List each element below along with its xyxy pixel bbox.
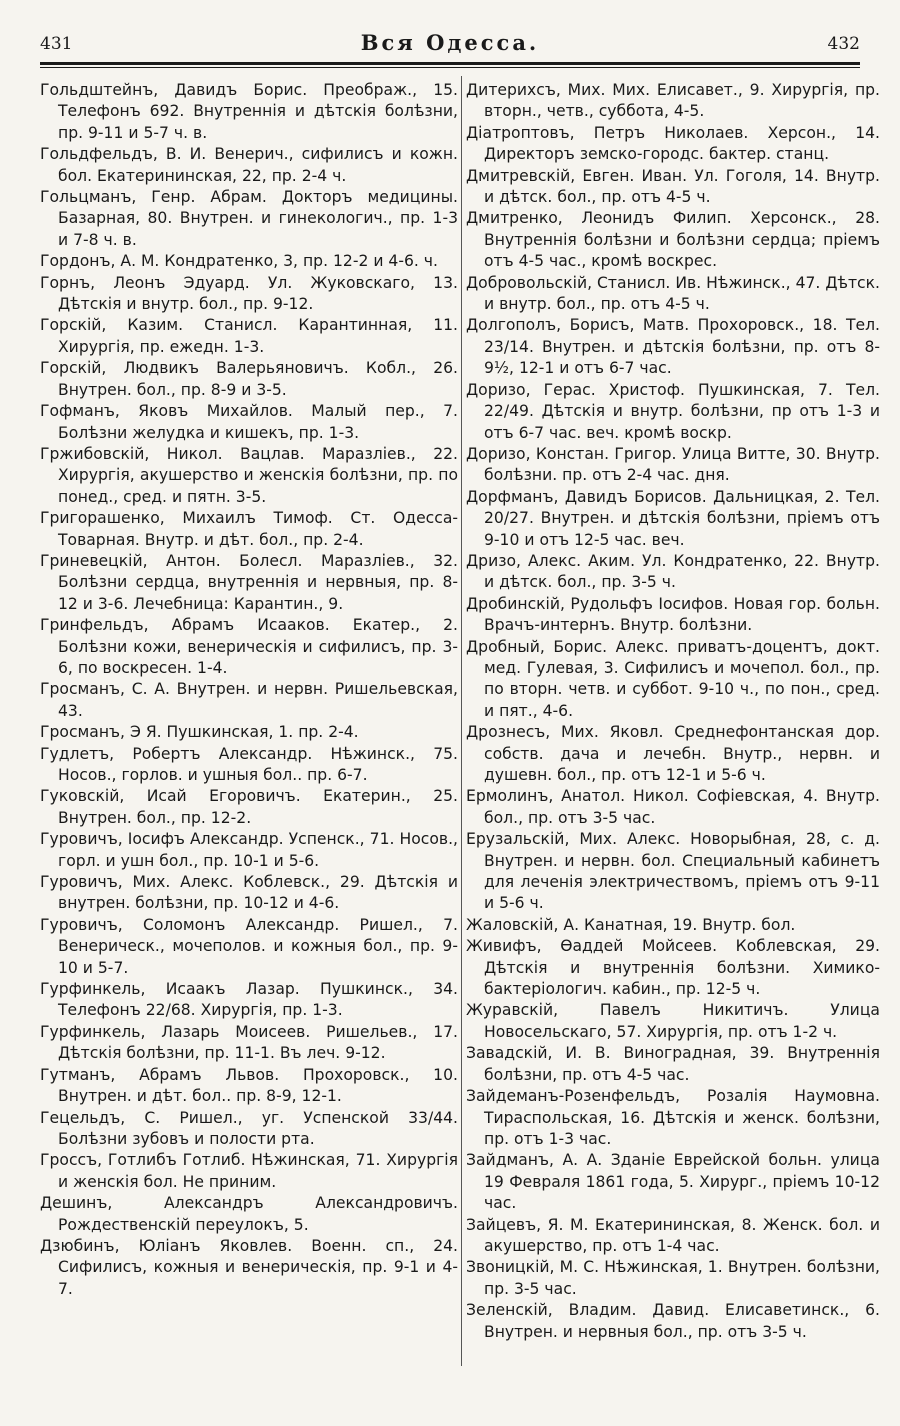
directory-entry: Гольдфельдъ, В. И. Венерич., сифилисъ и кожн. бол. Екатерининская, 22, пр. 2-4 ч. [40,145,458,185]
directory-entry: Гольдштейнъ, Давидъ Борис. Преображ., 15. Телефонъ 692. Внутреннія и дѣтскія болѣзни, пр. 9-11 и 5-7 ч. в. [40,81,458,142]
directory-entry: Дзюбинъ, Юліанъ Яковлев. Военн. сп., 24. Сифилисъ, кожныя и венерическія, пр. 9-1 и 4-7. [40,1236,458,1298]
directory-entry: Гуровичъ, Мих. Алекс. Коблевск., 29. Дѣтскія и внутрен. болѣзни, пр. 10-12 и 4-6. [40,873,458,913]
directory-entry: Гржибовскій, Никол. Вацлав. Маразліев., 22. Хирургія, акушерство и женскія болѣзни, пр. по понед., сред. и пятн. 3-5. [40,444,458,506]
directory-entry: Ермолинъ, Анатол. Никол. Софіевская, 4. Внутр. бол., пр. отъ 3-5 час. [466,787,880,827]
directory-entry: Гринфельдъ, Абрамъ Исааков. Екатер., 2. Болѣзни кожи, венерическія и сифилисъ, пр. 3-6, по воскресен. 1-4. [40,616,458,677]
directory-entry: Гуковскій, Исай Егоровичъ. Екатерин., 25. Внутрен. бол., пр. 12-2. [40,787,458,827]
directory-entry: Доризо, Констан. Григор. Улица Витте, 30. Внутр. болѣзни. пр. отъ 2-4 час. дня. [466,444,880,485]
directory-entry: Гордонъ, А. М. Кондратенко, 3, пр. 12-2 и 4-6. ч. [40,252,438,271]
directory-entry: Зайдманъ, А. А. Зданіе Еврейской больн. улица 19 Февраля 1861 года, 5. Хирург., пріемъ 10-12 час. [466,1151,880,1213]
right-column [466,80,880,1343]
directory-entry: Зеленскій, Владим. Давид. Елисаветинск., 6. Внутрен. и нервныя бол., пр. отъ 3-5 ч. [466,1301,880,1341]
directory-entry: Гуровичъ, Іосифъ Александр. Успенск., 71. Носов., горл. и ушн бол., пр. 10-1 и 5-6. [40,830,458,870]
directory-entry: Горнъ, Леонъ Эдуард. Ул. Жуковскаго, 13. Дѣтскія и внутр. бол., пр. 9-12. [40,273,458,314]
directory-entry: Гецельдъ, С. Ришел., уг. Успенской 33/44. Болѣзни зубовъ и полости рта. [40,1108,458,1148]
page-number-left: 431 [40,34,73,54]
directory-entry: Гольцманъ, Генр. Абрам. Докторъ медицины. Базарная, 80. Внутрен. и гинекологич., пр. 1-3 и 7-8 ч. в. [40,188,458,249]
directory-entry: Дризо, Алекс. Аким. Ул. Кондратенко, 22. Внутр. и дѣтск. бол., пр. 3-5 ч. [466,551,880,592]
directory-entry: Дмитренко, Леонидъ Филип. Херсонск., 28. Внутреннія болѣзни и болѣзни сердца; пріемъ отъ 4-5 час., кромѣ воскрес. [466,209,880,271]
running-title: Вся Одесса. [360,30,540,55]
page-header [40,28,860,58]
directory-entry: Журавскій, Павелъ Никитичъ. Улица Новосельскаго, 57. Хирургія, пр. отъ 1-2 ч. [466,1001,880,1041]
directory-entry: Григорашенко, Михаилъ Тимоф. Ст. Одесса-Товарная. Внутр. и дѣт. бол., пр. 2-4. [40,509,458,549]
directory-entry: Дешинъ, Александръ Александровичъ. Рождественскій переулокъ, 5. [40,1194,458,1234]
directory-entry: Доризо, Герас. Христоф. Пушкинская, 7. Тел. 22/49. Дѣтскія и внутр. болѣзни, пр отъ 1-3 и отъ 6-7 час. веч. кромѣ воскр. [466,380,880,442]
directory-entry: Гурфинкель, Лазарь Моисеев. Ришельев., 17. Дѣтскія болѣзни, пр. 11-1. Въ леч. 9-12. [40,1022,458,1063]
directory-entry: Завадскій, И. В. Виноградная, 39. Внутреннія болѣзни, пр. отъ 4-5 час. [466,1044,880,1084]
directory-entry: Дрознесъ, Мих. Яковл. Среднефонтанская дор. собств. дача и лечебн. Внутр., нервн. и душевн. бол., пр. отъ 12-1 и 5-6 ч. [466,723,880,784]
directory-entry: Дорфманъ, Давидъ Борисов. Дальницкая, 2. Тел. 20/27. Внутрен. и дѣтскія болѣзни, пріемъ отъ 9-10 и отъ 12-5 час. веч. [466,487,880,549]
directory-entry: Діатроптовъ, Петръ Николаев. Херсон., 14. Директоръ земско-городс. бактер. станц. [466,123,880,164]
directory-entry: Ерузальскій, Мих. Алекс. Новорыбная, 28, с. д. Внутрен. и нервн. бол. Специальный кабинетъ для леченія электричествомъ, пріемъ отъ 9-11 и 5-6 ч. [466,830,880,913]
directory-entry: Дитерихсъ, Мих. Мих. Елисавет., 9. Хирургія, пр. вторн., четв., суббота, 4-5. [466,81,880,121]
directory-entry: Дробинскій, Рудольфъ Іосифов. Новая гор. больн. Врачъ-интернъ. Внутр. болѣзни. [466,594,880,635]
directory-entry: Гросманъ, Э Я. Пушкинская, 1. пр. 2-4. [40,723,359,742]
directory-entry: Гутманъ, Абрамъ Львов. Прохоровск., 10. Внутрен. и дѣт. бол.. пр. 8-9, 12-1. [40,1065,458,1106]
header-rule-thick [40,62,860,65]
directory-entry: Гриневецкій, Антон. Болесл. Маразліев., 32. Болѣзни сердца, внутреннія и нервныя, пр. 8-12 и 3-6. Лечебница: Карантин., 9. [40,551,458,613]
page-number-right: 432 [827,34,860,54]
directory-entry: Живифъ, Ѳаддей Мойсеев. Коблевская, 29. Дѣтскія и внутреннія болѣзни. Химико-бактеріологич. кабин., пр. 12-5 ч. [466,937,880,999]
directory-entry: Жаловскій, А. Канатная, 19. Внутр. бол. [466,915,796,934]
directory-entry: Дмитревскій, Евген. Иван. Ул. Гоголя, 14. Внутр. и дѣтск. бол., пр. отъ 4-5 ч. [466,166,880,207]
directory-entry: Добровольскій, Станисл. Ив. Нѣжинск., 47. Дѣтск. и внутр. бол., пр. отъ 4-5 ч. [466,273,881,314]
directory-entry: Горскій, Людвикъ Валерьяновичъ. Кобл., 26. Внутрен. бол., пр. 8-9 и 3-5. [40,359,458,399]
directory-entry: Звоницкій, М. С. Нѣжинская, 1. Внутрен. болѣзни, пр. 3-5 час. [466,1258,880,1298]
left-column [40,80,458,1300]
directory-entry: Гуровичъ, Соломонъ Александр. Ришел., 7. Венерическ., мочеполов. и кожныя бол., пр. 9-10 и 5-7. [40,915,458,977]
directory-entry: Долгополъ, Борисъ, Матв. Прохоровск., 18. Тел. 23/14. Внутрен. и дѣтскія болѣзни, пр. отъ 8-9½, 12-1 и отъ 6-7 час. [466,316,880,378]
directory-entry: Гофманъ, Яковъ Михайлов. Малый пер., 7. Болѣзни желудка и кишекъ, пр. 1-3. [40,402,458,442]
directory-entry: Гросманъ, С. А. Внутрен. и нервн. Ришельевская, 43. [40,680,458,720]
column-divider [461,76,462,1366]
directory-entry: Зайдеманъ-Розенфельдъ, Розалія Наумовна. Тираспольская, 16. Дѣтскія и женск. болѣзни, пр. отъ 1-3 час. [466,1087,880,1148]
directory-entry: Зайцевъ, Я. М. Екатерининская, 8. Женск. бол. и акушерство, пр. отъ 1-4 час. [466,1215,880,1255]
directory-entry: Дробный, Борис. Алекс. приватъ-доцентъ, докт. мед. Гулевая, 3. Сифилисъ и мочепол. бол., пр. по вторн. четв. и суббот. 9-10 ч., по пон., сред. и пят., 4-6. [466,637,880,720]
directory-entry: Гудлетъ, Робертъ Александр. Нѣжинск., 75. Носов., горлов. и ушныя бол.. пр. 6-7. [40,744,458,784]
directory-entry: Гроссъ, Готлибъ Готлиб. Нѣжинская, 71. Хирургія и женскія бол. Не приним. [40,1151,458,1191]
directory-entry: Горскій, Казим. Станисл. Карантинная, 11. Хирургія, пр. ежедн. 1-3. [40,316,458,356]
directory-entry: Гурфинкель, Исаакъ Лазар. Пушкинск., 34. Телефонъ 22/68. Хирургія, пр. 1-3. [40,980,458,1020]
header-rule-thin [40,67,860,68]
